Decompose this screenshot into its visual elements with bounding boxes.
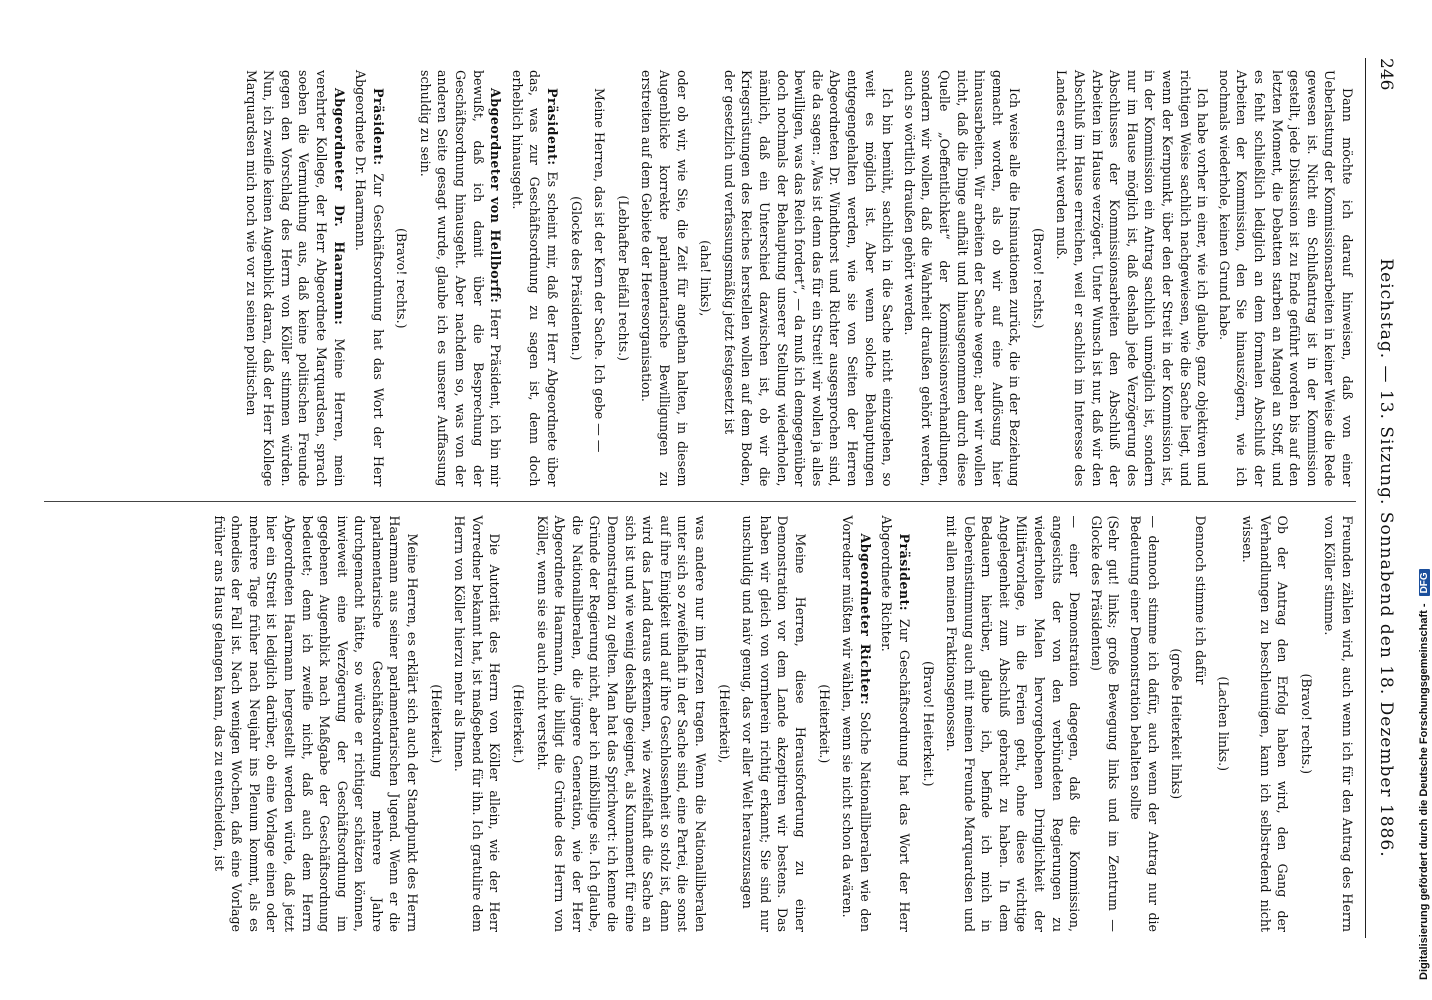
text-paragraph: Dann möchte ich darauf hinweisen, daß von einer Ueberlastung der Kommissionsarbeiten in keiner Weise die Rede gewesen ist. Nicht ein Schlußantrag ist in der Kommission gestellt, jede Diskussion ist zu Ende geführt worden bis auf den letzten Moment, die Debatten starben an Mangel an Stoff, und es fehlt schließlich lediglich an dem formalen Abschluß der Arbeiten der Kommission, den Sie hinauszögern, wie ich nochmals wiederhole, keinen Grund habe. bbox=[1216, 70, 1355, 487]
text-paragraph: — einer Demonstration dagegen, daß die Kommission, angesichts der von den verbündeten Regierungen zu wiederholten Malen hervorgehobenen Dringlichkeit der Militärvorlage, in die Ferien geht, ohne diese wichtige Angelegenheit zum Abschluß gebracht zu haben. In dem Bedauern hierüber, glaube ich, befinde ich mich in Uebereinstimmung auch mit meinen Freunde Marquardsen und mit allen meinen Fraktionsgenossen. bbox=[944, 515, 1083, 932]
stage-direction: (Lachen links.) bbox=[1216, 676, 1232, 772]
speaker-name: Abgeordneter Dr. Haarmann: bbox=[331, 88, 347, 326]
text-paragraph: Die Autorität des Herrn von Köller allein, wie der Herr Vorredner bekannt hat, ist maßgebend für ihn. Ich gratulire dem Herrn von Köller hierzu mehr als Ihnen. bbox=[452, 515, 503, 932]
stage-direction: (Heiterkeit.) bbox=[816, 684, 832, 764]
speech-paragraph bbox=[416, 70, 504, 487]
speech-paragraph bbox=[508, 70, 561, 487]
text-paragraph: Freunden zählen wird, auch wenn ich für den Antrag des Herrn von Köller stimme. bbox=[1322, 515, 1355, 932]
stage-direction: (aha! links), bbox=[698, 240, 714, 317]
text-paragraph: Meine Herren, das ist der Kern der Sache. Ich gebe — — bbox=[592, 88, 608, 453]
stage-direction: (große Heiterkeit links) bbox=[1169, 648, 1185, 800]
speech-text: Es scheint mir, daß der Herr Abgeordnete über das, was zur Geschäftsordnung zu sagen ist, denn doch erheblich hinausgeht. bbox=[509, 70, 561, 487]
speech-text: Solche Nationalliberalen wie den Vorredner müßten wir wählen, wenn sie nicht schon da wären. bbox=[840, 515, 873, 932]
text-paragraph: — dennoch stimme ich dafür, auch wenn der Antrag nur die Bedeutung einer Demonstration behalten sollte bbox=[1128, 515, 1161, 932]
speaker-name: Präsident: bbox=[896, 533, 912, 612]
dfg-logo: DFG bbox=[1419, 569, 1430, 596]
stage-direction: (Lebhafter Beifall rechts.) bbox=[615, 195, 631, 362]
stage-direction: (Glocke des Präsidenten.) bbox=[568, 196, 584, 361]
text-paragraph: Meine Herren, es erklärt sich auch der Standpunkt des Herrn Haarmann aus seiner parlamentarischen Jugend. Wenn er die parlamentarische Geschäftsordnung mehrere Jahre durchgemacht hätte, so würde er richtiger schätzen können, inwieweit eine Verzögerung der Geschäftsordnung im gegebenen Augenblick nach Maßgabe der Geschäftsordnung bedeutet; denn ich zweifle nicht, daß auch dem Herrn Abgeordneten Haarmann hergestellt werden würde, daß jetzt hier ein Streit ist lediglich darüber, ob eine Vorlage einen oder mehrere Tage früher nach Neujahr ins Plenum kommt, als es ohnedies der Fall ist. Nach wenigen Wochen, daß eine Vorlage früher ans Haus gelangen kann, das zu entscheiden, ist bbox=[211, 515, 421, 932]
column-right bbox=[44, 501, 1356, 947]
text-paragraph: Meine Herren, diese Herausforderung zu einer Demonstration vor dem Lande akzeptiren wir bestens. Das haben wir gleich von vornherein richtig erkannt; Sie sind nur unschuldig und naiv genug, das vor aller Welt herauszusagen bbox=[740, 515, 808, 932]
speech-paragraph bbox=[878, 516, 913, 933]
text-paragraph: Ob der Antrag den Erfolg haben wird, den Gang der Verhandlungen zu beschleunigen, kann ich selbstredend nicht wissen. bbox=[1240, 515, 1291, 932]
text-paragraph: Ich habe vorher in einer, wie ich glaube, ganz objektiven und richtigen Weise sachlich nachgewiesen, wie die Sache liegt, und wenn der Kernpunkt, über den der Streit in der Kommission ist, in der Kommission ein Antrag sachlich unmöglich ist, sondern nur im Hause möglich ist, daß deshalb jede Verzögerung des Abschlusses der Kommissionsarbeiten den Abschluß der Arbeiten im Hause verzögert. Unter Wunsch ist nur, daß wir den Abschluß im Hause erreichen, weil er sachlich im Interesse des Landes erreicht werden muß. bbox=[1054, 70, 1211, 487]
stage-direction: (Bravo! Heiterkeit.) bbox=[920, 660, 936, 787]
text-paragraph: (Sehr gut! links; große Bewegung links und im Zentrum — Glocke des Präsidenten) bbox=[1088, 515, 1122, 932]
text-paragraph: oder ob wir, wie Sie, die Zeit für angethan halten, in diesem Augenblicke korrekte parlamentarische Bewilligungen zu erstreiten auf dem Gebiete der Heeresorganisation. bbox=[639, 70, 690, 487]
page-header bbox=[1365, 58, 1396, 938]
speech-text: Herr Präsident, ich bin mir bewußt, daß ich damit über die Besprechung der Geschäftsordnung hinausgeht. Aber nachdem so, was von der anderen Seite gesagt wurde, glaube ich es unserer Auffassung schuldig zu sein. bbox=[417, 70, 504, 487]
speaker-name: Präsident: bbox=[370, 88, 386, 166]
text-paragraph: was andere nur im Herzen tragen. Wenn die Nationalliberalen unter sich so zweifelhaft in der Sache sind, eine Partei, die sonst auf ihre Einigkeit und auf ihre Geschlossenheit so stolz ist, dann wird das Land daraus erkennen, wie zweifelhaft die Sache an sich ist und wie wenig deshalb geeignet, als Kunnament für eine Demonstration zu gelten. Man hat das Sprichwort: ich kenne die Gründe der Regierung nicht, aber ich mißbillige sie. Ich glaube, die Nationalliberalen, die jüngere Generation, wie der Herr Abgeordnete Haarmann, die billigt die Gründe des Herrn von Köller, wenn sie sie auch nicht versteht. bbox=[534, 515, 708, 932]
speech-text: Zur Geschäftsordnung hat das Wort der Herr Abgeordnete Richter. bbox=[879, 515, 912, 932]
stage-direction: (Bravo! rechts.) bbox=[394, 227, 410, 329]
stamp-text: Digitalisierung gefördert durch die Deutsche Forschungsgemeinschaft - bbox=[1418, 603, 1430, 980]
speech-paragraph bbox=[352, 70, 387, 487]
speech-text: Zur Geschäftsordnung hat das Wort der Herr Abgeordnete Dr. Haarmann. bbox=[353, 70, 386, 487]
speaker-name: Abgeordneter von Hellborff: bbox=[488, 88, 504, 304]
text-columns bbox=[44, 56, 1356, 946]
page-title: Reichstag. — 13. Sitzung. Sonnabend den 18. Dezember 1886. bbox=[1376, 258, 1396, 858]
speech-paragraph bbox=[242, 70, 348, 487]
stage-direction: (Heiterkeit.) bbox=[428, 684, 444, 764]
stage-direction: (Heiterkeit.) bbox=[511, 684, 527, 764]
stage-direction: (Bravo! rechts.) bbox=[1030, 227, 1046, 329]
stage-direction: (Bravo! rechts.) bbox=[1298, 673, 1314, 775]
speaker-name: Präsident: bbox=[545, 88, 561, 166]
speech-text: Meine Herren, mein verehrter Kollege, der Herr Abgeordnete Marquardsen, sprach soeben die Vermuthung aus, daß keine politischen Freunde gegen den Vorschlag des Herrn von Köller stimmen würden. Nun, ich zweifle keinen Augenblick daran, daß der Herr Kollege Marquardsen mich noch wie vor zu seinen politischen bbox=[243, 70, 347, 487]
column-left bbox=[44, 56, 1356, 501]
speech-paragraph bbox=[839, 516, 874, 933]
page-number: 246 bbox=[1376, 58, 1396, 91]
digitization-stamp bbox=[1418, 569, 1430, 980]
speaker-name: Abgeordneter Richter: bbox=[857, 533, 873, 706]
text-paragraph: Ich bin bemüht, sachlich in die Sache nicht einzugehen, so weit es möglich ist. Aber wenn solche Behauptungen entgegengehalten werden, wie sie von Seiten der Herren Abgeordneten Dr. Windthorst und Richter ausgesprochen sind, die da sagen: „Was ist denn das für ein Streit! wir wollen ja alles bewilligen, was das Reich fordert“, — da muß ich demgegenüber doch nochmals der Behauptung unserer Stellung wiederholen, nämlich, daß ein Unterschied dazwischen ist, ob wir die Kriegsrüstungen des Reiches herstellen wollen auf dem Boden, der gesetzlich und verfassungsmäßig jetzt festgesetzt ist bbox=[721, 70, 896, 487]
text-paragraph: Ich weise alle die Insinuationen zurück, die in der Beziehung gemacht worden, als ob wir auf eine Auflösung hier hinausarbeiten. Wir arbeiten der Sache wegen; aber wir wollen nicht, daß die Dinge aufhält und hinausgenommen durch diese Quelle „Oeffentlichkeit“ der Kommissionsverhandlungen, sondern wir wollen, daß die Wahrheit draußen gehört werden, auch so wörtlich draußen gehört werden. bbox=[901, 70, 1023, 487]
text-paragraph: Dennoch stimme ich dafür bbox=[1192, 515, 1208, 685]
stage-direction: (Heiterkeit), bbox=[716, 684, 732, 764]
